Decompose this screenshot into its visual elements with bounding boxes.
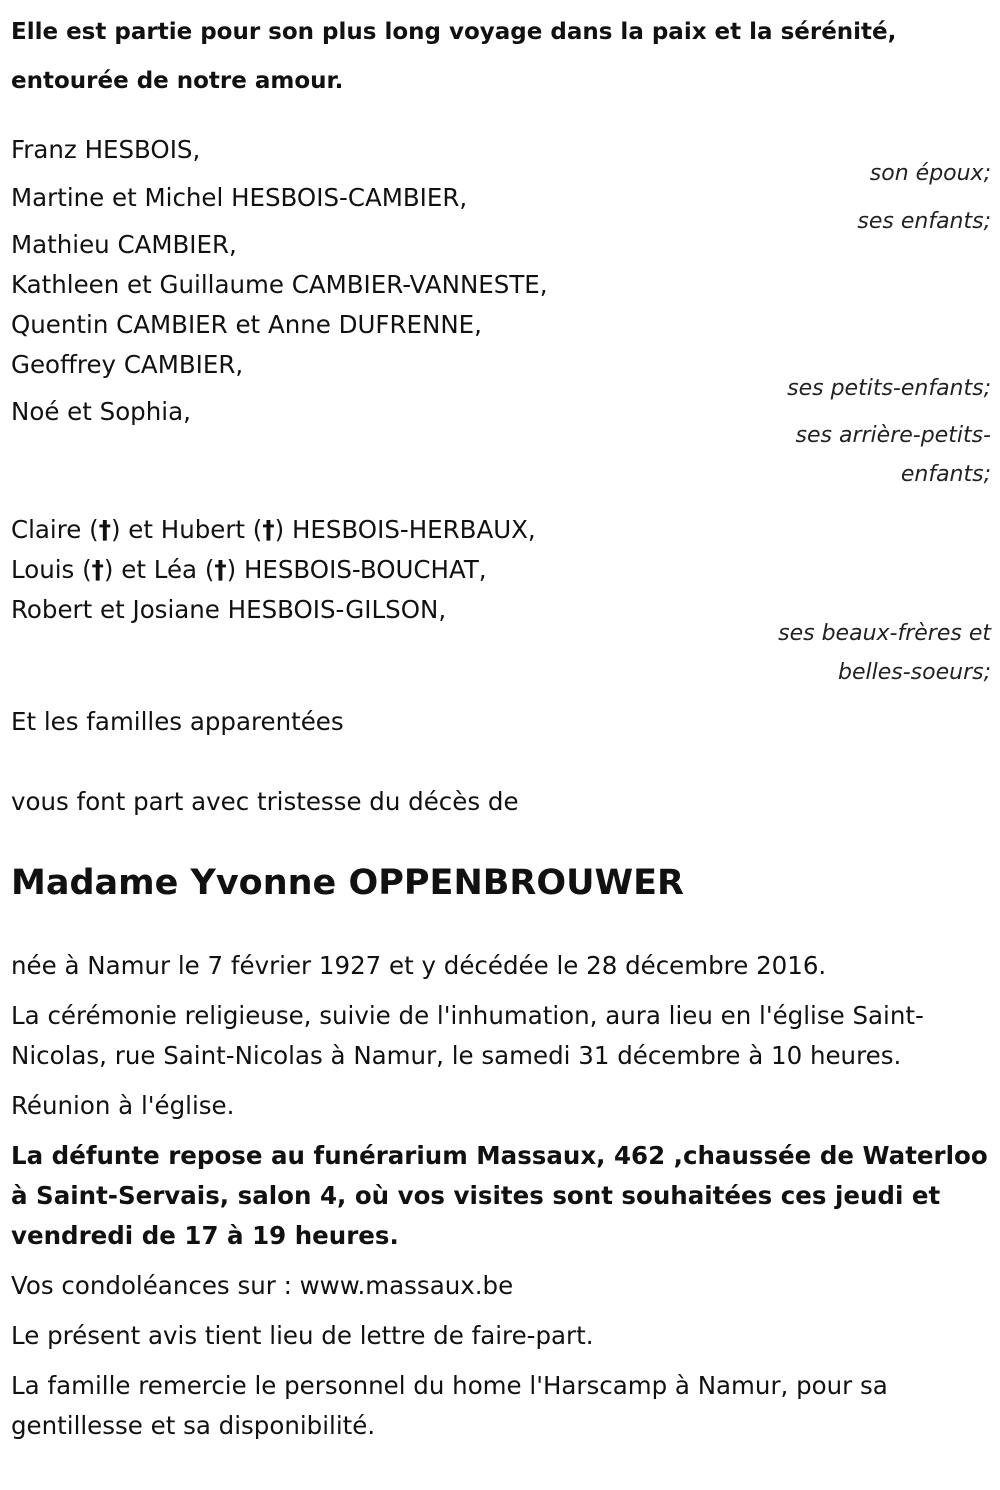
family-name: Geoffrey CAMBIER, xyxy=(11,350,244,379)
thanks-line: gentillesse et sa disponibilité. xyxy=(11,1411,376,1440)
condolences-link[interactable]: Vos condoléances sur : www.massaux.be xyxy=(11,1271,514,1300)
family-name: Kathleen et Guillaume CAMBIER-VANNESTE, xyxy=(11,270,548,299)
ceremony-line: La cérémonie religieuse, suivie de l'inhumation, aura lieu en l'église Saint- xyxy=(11,1001,924,1030)
family-name: Claire (†) et Hubert (†) HESBOIS-HERBAUX, xyxy=(11,515,536,544)
relation-label: ses petits-enfants; xyxy=(787,376,991,401)
reunion-info: Réunion à l'église. xyxy=(11,1091,235,1120)
funerarium-line: La défunte repose au funérarium Massaux, 462 ,chaussée de Waterloo xyxy=(11,1141,988,1170)
family-name: Quentin CAMBIER et Anne DUFRENNE, xyxy=(11,310,482,339)
cross-icon: † xyxy=(98,515,111,544)
related-families: Et les familles apparentées xyxy=(11,707,344,736)
funerarium-info xyxy=(11,1136,991,1256)
family-name: Mathieu CAMBIER, xyxy=(11,230,237,259)
cross-icon: † xyxy=(262,515,275,544)
cross-icon: † xyxy=(91,555,104,584)
family-group-in-laws xyxy=(11,510,991,692)
relation-label: ses enfants; xyxy=(857,209,991,234)
death-notice xyxy=(11,0,991,1446)
relation-label: ses beaux-frères et xyxy=(778,621,991,646)
intro-line: Elle est partie pour son plus long voyage dans la paix et la sérénité, xyxy=(11,19,897,45)
cross-icon: † xyxy=(214,555,227,584)
birth-death-dates: née à Namur le 7 février 1927 et y décédée le 28 décembre 2016. xyxy=(11,951,827,980)
ceremony-line: Nicolas, rue Saint-Nicolas à Namur, le samedi 31 décembre à 10 heures. xyxy=(11,1041,902,1070)
family-name: Louis (†) et Léa (†) HESBOIS-BOUCHAT, xyxy=(11,555,487,584)
family-group-grandchildren xyxy=(11,225,991,408)
relation-label: ses arrière-petits- xyxy=(795,423,991,448)
family-name: Noé et Sophia, xyxy=(11,397,191,426)
ceremony-info xyxy=(11,996,991,1076)
family-name: Martine et Michel HESBOIS-CAMBIER, xyxy=(11,183,468,212)
deceased-name: Madame Yvonne OPPENBROUWER xyxy=(11,863,684,903)
funerarium-line: vendredi de 17 à 19 heures. xyxy=(11,1221,399,1250)
family-name: Robert et Josiane HESBOIS-GILSON, xyxy=(11,595,447,624)
relation-label: son époux; xyxy=(869,161,991,186)
relation-label: belles-soeurs; xyxy=(838,660,991,685)
intro-line: entourée de notre amour. xyxy=(11,68,344,94)
family-name: Franz HESBOIS, xyxy=(11,135,201,164)
thanks-text xyxy=(11,1366,991,1446)
intro-text xyxy=(11,0,991,106)
funerarium-line: à Saint-Servais, salon 4, où vos visites sont souhaitées ces jeudi et xyxy=(11,1181,941,1210)
announcement: vous font part avec tristesse du décès de xyxy=(11,787,519,816)
relation-label: enfants; xyxy=(900,462,991,487)
notice-text: Le présent avis tient lieu de lettre de faire-part. xyxy=(11,1321,594,1350)
thanks-line: La famille remercie le personnel du home l'Harscamp à Namur, pour sa xyxy=(11,1371,888,1400)
